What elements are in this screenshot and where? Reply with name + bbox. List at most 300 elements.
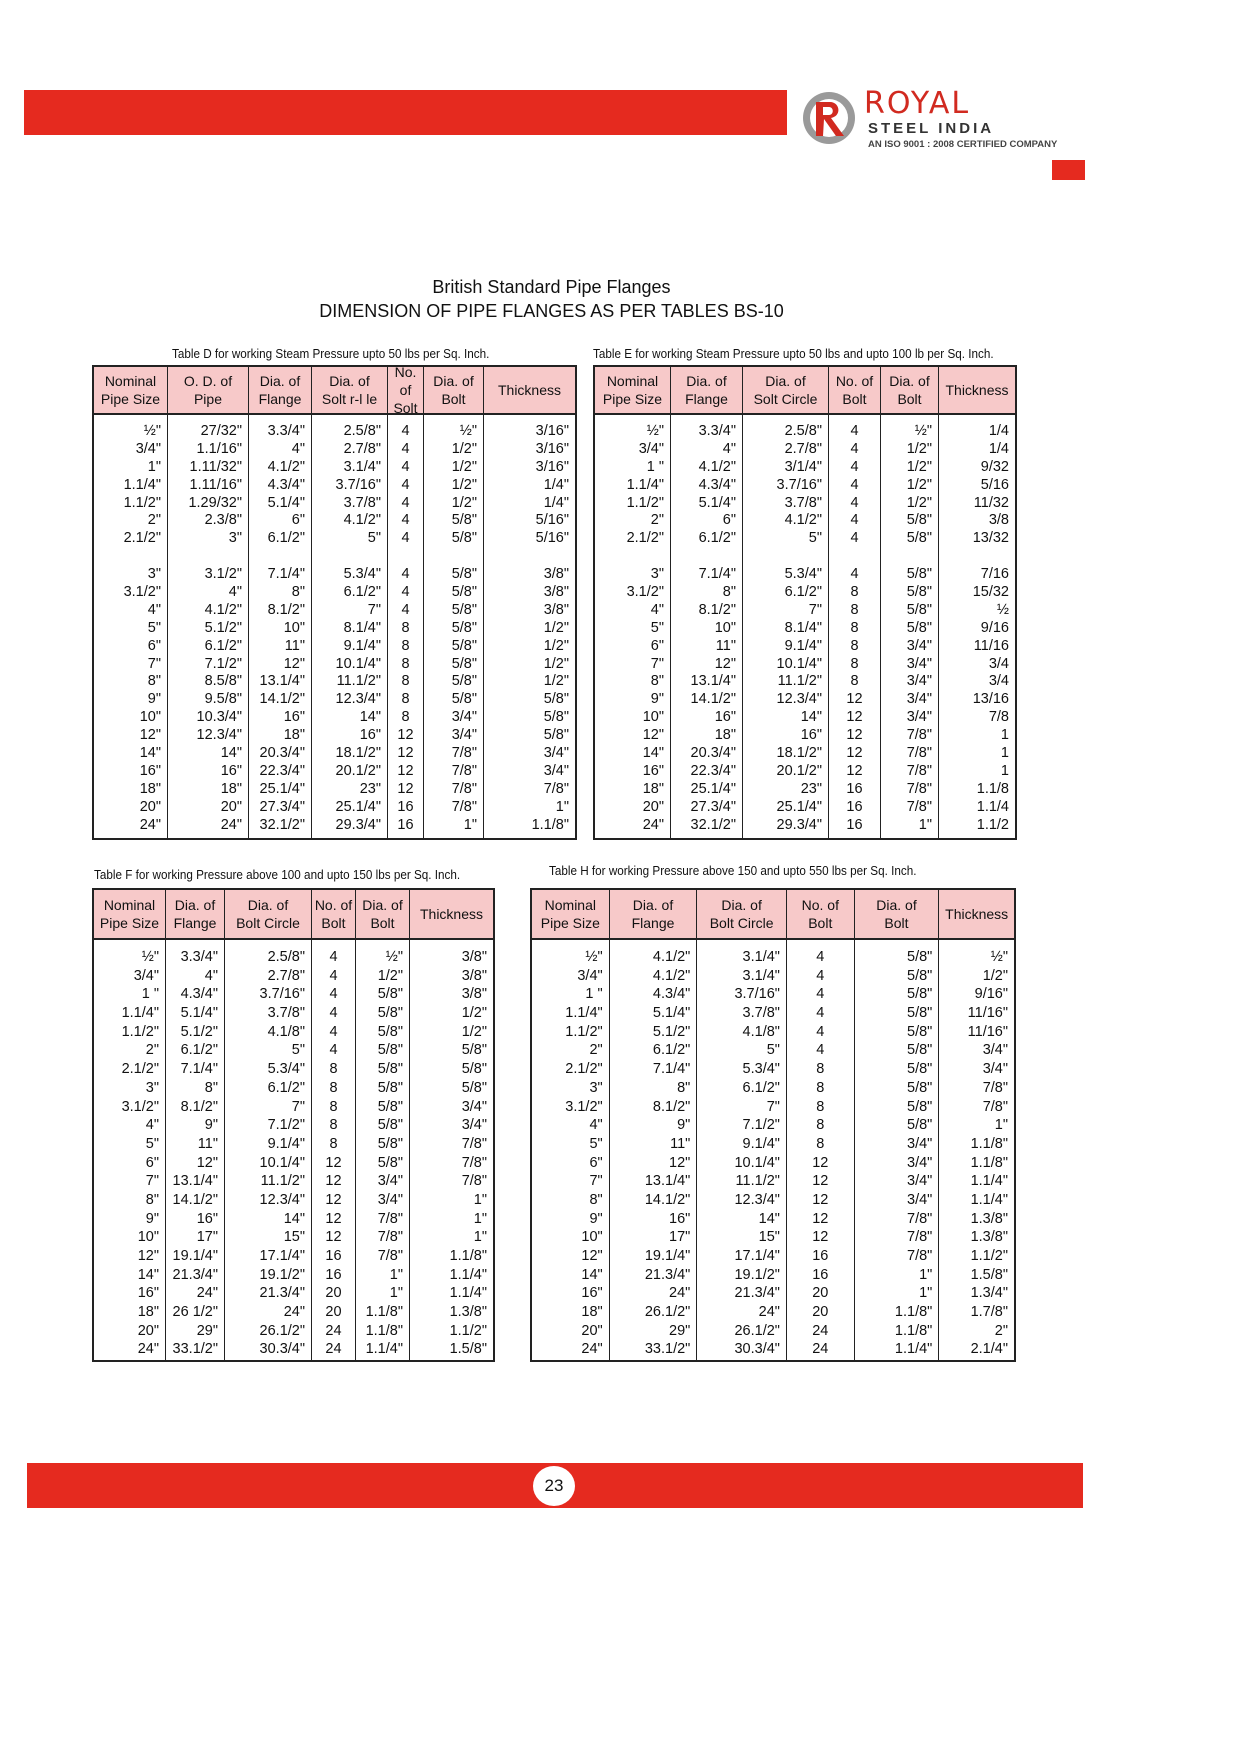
table-d-cell: 3/8": [543, 601, 569, 618]
table-f-cell: 5/8": [377, 1042, 403, 1059]
table-h-cell: 21.3/4": [734, 1285, 780, 1302]
table-e-cell: 8: [850, 673, 859, 690]
table-e-cell: 1/2": [906, 440, 932, 457]
table-d-cell: 8: [401, 655, 410, 672]
table-e-cell: 5/16: [980, 476, 1009, 493]
table-e-cell: 20.3/4": [690, 745, 736, 762]
table-e-cell: 3/4: [988, 655, 1009, 672]
table-e-cell: [595, 548, 670, 566]
table-d-cell: 6.1/2": [343, 584, 381, 601]
table-h: [530, 888, 1016, 1362]
table-e-cell: 4: [850, 423, 859, 439]
table-d-cell: 1/2": [451, 440, 477, 457]
table-h-cell: 26.1/2": [734, 1322, 780, 1339]
table-f-cell: 2.5/8": [267, 949, 305, 965]
table-h-body: [532, 940, 1014, 1360]
table-f-cell: 1": [473, 1191, 487, 1208]
table-f-cell: 12: [325, 1229, 342, 1246]
table-e-cell: 5.1/4": [698, 494, 736, 511]
table-e-cell: 32.1/2": [690, 816, 736, 833]
table-h-cell: 1.1/2": [970, 1248, 1008, 1264]
table-d-cell: 6": [291, 512, 305, 529]
table-h-cell: 19.1/2": [734, 1266, 780, 1283]
table-e-cell: 12.3/4": [776, 691, 822, 708]
table-f-cell: 3/4": [461, 1098, 487, 1115]
table-h-cell: 5/8": [907, 1098, 933, 1115]
table-h-cell: 1.1/4": [970, 1173, 1008, 1190]
table-e-cell: 5.3/4": [784, 566, 822, 583]
table-d-cell: 5/16": [535, 512, 569, 529]
table-f-cell: 5.1/2": [180, 1023, 218, 1040]
table-h-cell: 5.1/2": [652, 1023, 691, 1040]
table-f-cell: 7/8": [377, 1210, 403, 1227]
table-f-cell: 12.3/4": [259, 1191, 305, 1208]
table-d-cell: [94, 548, 167, 566]
table-d-cell: 5/8": [451, 566, 477, 583]
table-d-header-cell: O. D. of Pipe: [168, 367, 249, 413]
table-e-cell: 1/2": [906, 458, 932, 475]
table-f-cell: 6.1/2": [267, 1079, 305, 1096]
page-number: 23: [533, 1466, 575, 1506]
table-f-cell: 4": [145, 1117, 159, 1134]
table-f-cell: 8: [329, 1135, 338, 1152]
table-d-cell: 4: [401, 440, 410, 457]
table-h-cell: 1.1/8": [894, 1304, 933, 1321]
table-h-cell: 9/16": [974, 986, 1008, 1003]
table-e-cell: 4: [850, 494, 859, 511]
table-h-cell: 5/8": [907, 1042, 933, 1059]
table-d-cell: 2": [147, 512, 161, 529]
table-h-header-cell: Dia. of Bolt Circle: [697, 890, 787, 938]
table-d-cell: 3/4": [543, 762, 569, 779]
table-f-header-cell: Dia. of Flange: [166, 890, 225, 938]
table-e-cell: 1: [1000, 745, 1009, 762]
table-d-cell: 3/16": [535, 423, 569, 439]
table-d-cell: 1.1/16": [196, 440, 242, 457]
table-e-cell: 6": [722, 512, 736, 529]
table-h-cell: 12: [812, 1154, 829, 1171]
table-h-cell: 12": [581, 1248, 603, 1264]
table-e-cell: 8: [850, 601, 859, 618]
table-h-cell: 1.1/8": [894, 1322, 933, 1339]
table-f-cell: 3/4": [377, 1191, 403, 1208]
table-e-cell: 22.3/4": [690, 762, 736, 779]
table-f-cell: 4: [329, 967, 338, 984]
table-h-cell: 1.1/4": [894, 1341, 933, 1358]
table-e-cell: 24": [642, 816, 664, 833]
table-d-cell: 5.3/4": [343, 566, 381, 583]
table-h-cell: 33.1/2": [644, 1341, 691, 1358]
table-d-cell: 8.1/2": [267, 601, 305, 618]
table-h-cell: ½": [585, 949, 603, 965]
table-d-cell: 1/2": [543, 655, 569, 672]
table-d-cell: 5/8": [451, 655, 477, 672]
table-e-cell: 3/4": [906, 673, 932, 690]
table-e-cell: 11": [715, 637, 736, 654]
table-e-cell: 23": [800, 780, 822, 797]
table-e-cell: 3/4": [906, 637, 932, 654]
table-f-cell: 14.1/2": [172, 1191, 218, 1208]
table-d-cell: 25.1/4": [259, 780, 305, 797]
table-f-header-cell: Dia. of Bolt Circle: [225, 890, 312, 938]
table-e-cell: 13/32: [972, 530, 1009, 547]
table-e-cell: 18": [714, 727, 736, 744]
table-h-cell: 20: [812, 1285, 829, 1302]
table-e-cell: 7/16: [980, 566, 1009, 583]
table-e-cell: 16": [800, 727, 822, 744]
table-e-cell: 4: [850, 530, 859, 547]
table-f-cell: 5/8": [377, 1023, 403, 1040]
table-h-cell: 3.7/16": [734, 986, 780, 1003]
table-h-cell: 8.1/2": [652, 1098, 691, 1115]
table-d-cell: 16: [397, 816, 414, 833]
table-e-cell: 6.1/2": [784, 584, 822, 601]
table-d-cell: 4": [291, 440, 305, 457]
table-e-header-cell: No. of Bolt: [829, 367, 881, 413]
table-h-cell: 1.3/8": [970, 1210, 1008, 1227]
table-d-cell: 5/8": [451, 673, 477, 690]
table-e-column: [939, 415, 1015, 838]
table-f-cell: 33.1/2": [172, 1341, 218, 1358]
table-d-cell: 3": [228, 530, 242, 547]
table-f-cell: 19.1/2": [259, 1266, 305, 1283]
table-d-cell: 7.1/4": [267, 566, 305, 583]
table-f-cell: 20": [137, 1322, 159, 1339]
table-e-cell: 12": [642, 727, 664, 744]
table-d-cell: 7/8": [451, 762, 477, 779]
table-d-cell: [249, 548, 311, 566]
table-d-cell: 12": [139, 727, 161, 744]
table-e-cell: 8: [850, 655, 859, 672]
table-e-cell: [671, 548, 742, 566]
table-d-cell: 24": [139, 816, 161, 833]
table-d-cell: 1.1/8": [531, 816, 569, 833]
table-d-cell: 3/8": [543, 566, 569, 583]
table-h-cell: 3/4": [907, 1154, 933, 1171]
table-d-cell: 5/8": [451, 530, 477, 547]
table-d-cell: 6.1/2": [267, 530, 305, 547]
table-d-cell: 1/2": [543, 637, 569, 654]
table-h-cell: 8: [816, 1061, 825, 1078]
table-f-cell: 8: [329, 1061, 338, 1078]
table-e-cell: 12: [846, 727, 863, 744]
table-f-cell: 16: [325, 1248, 342, 1264]
table-e-column: [881, 415, 939, 838]
table-f-cell: 11": [197, 1135, 218, 1152]
table-d-cell: 11": [284, 637, 305, 654]
table-h-cell: 5.3/4": [742, 1061, 780, 1078]
table-d-column: [249, 415, 312, 838]
table-h-cell: 29": [669, 1322, 691, 1339]
table-d-cell: 3.7/8": [343, 494, 381, 511]
table-h-cell: 1.5/8": [970, 1266, 1008, 1283]
table-f-cell: 13.1/4": [172, 1173, 218, 1190]
table-f-cell: 2": [145, 1042, 159, 1059]
table-d-cell: 1": [463, 816, 477, 833]
table-e-cell: 3/4: [988, 673, 1009, 690]
table-f-cell: 7.1/4": [180, 1061, 218, 1078]
table-h-cell: 4": [589, 1117, 603, 1134]
table-f-cell: 1": [473, 1229, 487, 1246]
table-e-cell: 1": [918, 816, 932, 833]
table-h-cell: 6.1/2": [652, 1042, 691, 1059]
table-d-column: [312, 415, 388, 838]
table-h-cell: 1.3/4": [970, 1285, 1008, 1302]
table-h-cell: 5/8": [907, 1117, 933, 1134]
table-e-cell: 25.1/4": [776, 798, 822, 815]
table-f-cell: 1": [389, 1285, 403, 1302]
table-e-cell: 14": [800, 709, 822, 726]
table-f-cell: 10.1/4": [259, 1154, 305, 1171]
table-d-cell: 5/8": [543, 691, 569, 708]
table-d-cell: [168, 548, 248, 566]
table-h-header-cell: Dia. of Bolt: [855, 890, 940, 938]
table-f-cell: 7/8": [461, 1173, 487, 1190]
table-e-cell: 4": [722, 440, 736, 457]
table-e-header-cell: Dia. of Solt Circle: [743, 367, 829, 413]
table-e-cell: 2.1/2": [626, 530, 664, 547]
table-f-cell: 3/8": [461, 986, 487, 1003]
table-h-cell: 1.7/8": [970, 1304, 1008, 1321]
table-f-cell: 21.3/4": [259, 1285, 305, 1302]
table-d-cell: 29.3/4": [335, 816, 381, 833]
table-f-cell: 5.3/4": [267, 1061, 305, 1078]
table-h-header-cell: Thickness: [945, 906, 1009, 922]
brand-logo: [798, 88, 1098, 158]
table-f-cell: 3.7/8": [267, 1005, 305, 1022]
table-f-cell: 8: [329, 1117, 338, 1134]
table-e-cell: 16": [642, 762, 664, 779]
table-f-cell: 16": [196, 1210, 218, 1227]
table-e-cell: 16: [846, 780, 863, 797]
table-e-cell: 2": [650, 512, 664, 529]
table-d-header-cell: No. of Solt: [388, 367, 424, 413]
table-h-cell: 16: [812, 1248, 829, 1264]
table-h-cell: 9": [677, 1117, 691, 1134]
table-d-cell: 9.5/8": [204, 691, 242, 708]
table-h-cell: 4: [816, 986, 825, 1003]
table-d-cell: 3/16": [535, 458, 569, 475]
brand-name: ROYAL: [864, 86, 971, 121]
table-e-cell: 5/8": [906, 619, 932, 636]
table-f-cell: 10": [137, 1229, 159, 1246]
table-h-cell: 12: [812, 1210, 829, 1227]
table-d-cell: 23": [359, 780, 381, 797]
table-e-cell: 11.1/2": [777, 673, 822, 690]
table-f-cell: 5/8": [461, 1061, 487, 1078]
table-d-cell: 16": [283, 709, 305, 726]
table-e-cell: 7/8": [906, 780, 932, 797]
table-f-cell: 1.1/2": [121, 1023, 159, 1040]
table-e-cell: 10": [714, 619, 736, 636]
table-h-cell: 3.1/2": [565, 1098, 603, 1115]
table-e-cell: 10": [642, 709, 664, 726]
table-e-body: [595, 415, 1015, 838]
table-d-cell: 3/4": [451, 727, 477, 744]
table-d-cell: 16: [397, 798, 414, 815]
table-h-cell: 10": [581, 1229, 603, 1246]
table-e-cell: 8: [850, 584, 859, 601]
table-f-cell: 1.5/8": [449, 1341, 487, 1358]
table-h-caption: Table H for working Pressure above 150 and upto 550 lbs per Sq. Inch.: [549, 863, 917, 878]
table-h-cell: 20": [581, 1322, 603, 1339]
table-d-cell: 1/2": [543, 619, 569, 636]
table-f-column: [166, 940, 225, 1360]
table-f-cell: 8": [204, 1079, 218, 1096]
table-f-cell: 1.1/2": [449, 1322, 487, 1339]
table-e-cell: [743, 548, 828, 566]
table-e-cell: 25.1/4": [690, 780, 736, 797]
table-d-header-cell: Thickness: [497, 382, 562, 398]
table-h-cell: 24": [758, 1304, 780, 1321]
table-d-cell: 20": [139, 798, 161, 815]
table-h-column: [697, 940, 787, 1360]
table-f-cell: 7": [145, 1173, 159, 1190]
table-d-header-cell: Dia. of Bolt: [424, 367, 484, 413]
table-e-cell: 5": [808, 530, 822, 547]
table-h-header-cell: No. of Bolt: [787, 890, 855, 938]
table-f-cell: 16": [137, 1285, 159, 1302]
table-d-cell: 5/8": [451, 584, 477, 601]
table-f-cell: 1.1/4": [121, 1005, 159, 1022]
table-e-cell: 16: [846, 816, 863, 833]
table-h-header-cell: Nominal Pipe Size: [532, 890, 610, 938]
table-f-cell: 4: [329, 986, 338, 1003]
table-e-cell: 3": [650, 566, 664, 583]
table-e-cell: 7/8": [906, 727, 932, 744]
table-d-cell: 4.3/4": [267, 476, 305, 493]
table-e-cell: 4: [850, 512, 859, 529]
table-h-cell: 7.1/4": [652, 1061, 691, 1078]
table-d-cell: 18": [283, 727, 305, 744]
table-d-cell: 2.5/8": [343, 423, 381, 439]
table-h-cell: 3.1/4": [742, 967, 780, 984]
table-e-cell: 1.1/4": [626, 476, 664, 493]
table-f-cell: ½": [385, 949, 403, 965]
table-f-cell: 8: [329, 1098, 338, 1115]
table-h-cell: 17.1/4": [734, 1248, 780, 1264]
table-e-column: [829, 415, 881, 838]
iso-certification: AN ISO 9001 : 2008 CERTIFIED COMPANY: [868, 139, 1058, 150]
table-f-cell: 12": [137, 1248, 159, 1264]
table-d-cell: 3": [147, 566, 161, 583]
table-d-cell: 3/4": [135, 440, 161, 457]
table-e-header-cell: Dia. of Bolt: [881, 367, 939, 413]
table-d-cell: 4: [401, 512, 410, 529]
table-h-cell: 16": [581, 1285, 603, 1302]
table-e-cell: 16: [846, 798, 863, 815]
table-d-cell: 13.1/4": [259, 673, 305, 690]
table-d-cell: 4.1/2": [267, 458, 305, 475]
table-d-cell: 5": [367, 530, 381, 547]
table-h-cell: 7.1/2": [742, 1117, 780, 1134]
table-f-cell: 1.1/8": [449, 1248, 487, 1264]
table-d-cell: 4: [401, 423, 410, 439]
table-d-cell: 12: [397, 745, 414, 762]
table-e-cell: 3/4": [906, 709, 932, 726]
table-h-cell: 4.1/2": [652, 967, 691, 984]
table-h-cell: 26.1/2": [644, 1304, 691, 1321]
table-h-header: [532, 890, 1014, 940]
table-d-cell: 8.5/8": [204, 673, 242, 690]
table-d-cell: 8: [401, 673, 410, 690]
table-e-cell: 12: [846, 745, 863, 762]
table-d-cell: 3.1/2": [204, 566, 242, 583]
table-d-cell: 10.3/4": [196, 709, 242, 726]
table-e-cell: 8": [650, 673, 664, 690]
table-d-cell: 7/8": [451, 745, 477, 762]
table-d: [92, 365, 577, 840]
table-e-cell: 18": [642, 780, 664, 797]
table-f-cell: 4: [329, 1005, 338, 1022]
table-d-cell: 1.1/4": [123, 476, 161, 493]
table-d-cell: 8": [147, 673, 161, 690]
table-f-cell: 24: [325, 1322, 342, 1339]
table-e-cell: 11/16: [973, 637, 1009, 654]
table-e-cell: 4.1/2": [784, 512, 822, 529]
table-f-cell: 1/2": [461, 1023, 487, 1040]
table-e-cell: 12": [714, 655, 736, 672]
table-f-cell: 24": [283, 1304, 305, 1321]
table-e-cell: [939, 548, 1015, 566]
table-e-cell: 4.3/4": [698, 476, 736, 493]
table-d-cell: 1.11/16": [189, 476, 242, 493]
table-d-cell: 3.3/4": [267, 423, 305, 439]
table-f-cell: 1.1/4": [365, 1341, 403, 1358]
table-h-cell: 5": [766, 1042, 780, 1059]
table-f-cell: 6.1/2": [180, 1042, 218, 1059]
table-h-cell: 5/8": [907, 1005, 933, 1022]
table-f-cell: 5/8": [377, 1098, 403, 1115]
table-d-cell: 10": [283, 619, 305, 636]
table-h-cell: 12": [669, 1154, 691, 1171]
table-f-body: [94, 940, 493, 1360]
table-f-cell: 5/8": [377, 1005, 403, 1022]
table-h-cell: 3/4": [907, 1135, 933, 1152]
table-f-cell: 26.1/2": [259, 1322, 305, 1339]
table-d-cell: 4: [401, 530, 410, 547]
table-e-cell: 1.1/2": [626, 494, 664, 511]
table-f-cell: 5/8": [377, 986, 403, 1003]
table-h-cell: 24: [812, 1322, 829, 1339]
table-d-cell: 7/8": [451, 780, 477, 797]
table-e-cell: 5/8": [906, 566, 932, 583]
table-f-cell: 29": [196, 1322, 218, 1339]
table-d-cell: 8: [401, 691, 410, 708]
table-d-cell: 32.1/2": [259, 816, 305, 833]
table-f-header-cell: Thickness: [419, 906, 484, 922]
table-e-cell: 1/2": [906, 494, 932, 511]
table-e-cell: 4: [850, 458, 859, 475]
table-d-cell: 1/2": [451, 476, 477, 493]
table-e-cell: 7/8": [906, 798, 932, 815]
table-d-cell: 20": [220, 798, 242, 815]
table-d-cell: 4.1/2": [343, 512, 381, 529]
table-f-cell: 9": [204, 1117, 218, 1134]
table-d-cell: 27.3/4": [259, 798, 305, 815]
table-h-cell: 12.3/4": [734, 1191, 780, 1208]
table-d-cell: 16": [139, 762, 161, 779]
table-h-cell: 16": [669, 1210, 691, 1227]
table-e-cell: ½: [996, 601, 1009, 618]
table-d-cell: 1": [555, 798, 569, 815]
table-f-cell: 7": [291, 1098, 305, 1115]
table-f-cell: 1.1/8": [365, 1304, 403, 1321]
table-h-cell: 5/8": [907, 986, 933, 1003]
table-f-cell: 3.1/2": [121, 1098, 159, 1115]
table-f-cell: 12: [325, 1191, 342, 1208]
table-f-cell: 5/8": [377, 1154, 403, 1171]
